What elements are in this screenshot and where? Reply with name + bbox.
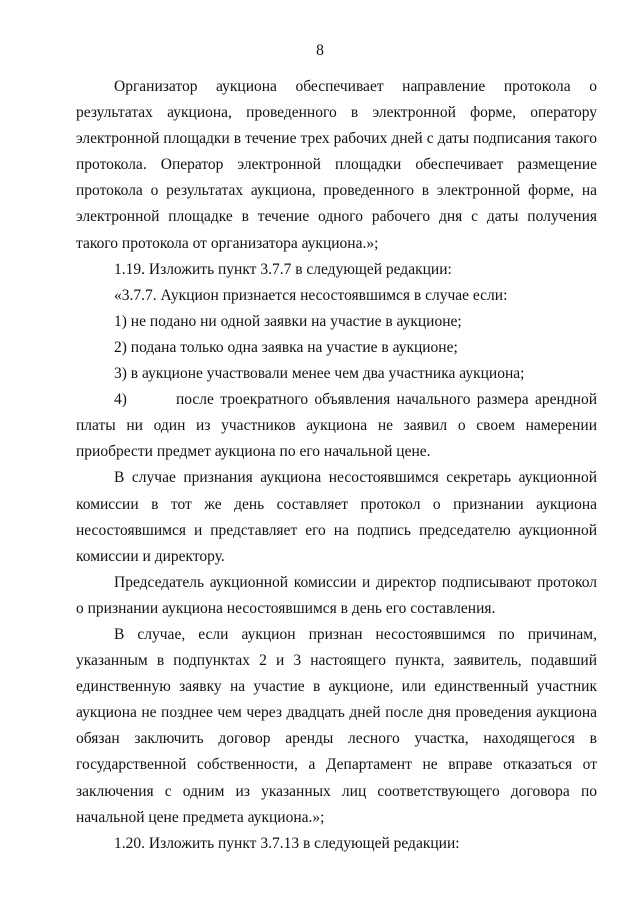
list-item-4 xyxy=(76,387,597,465)
paragraph-amendment-1-19: 1.19. Изложить пункт 3.7.7 в следующей редакции: xyxy=(114,260,452,278)
paragraph-amendment-1-20: 1.20. Изложить пункт 3.7.13 в следующей редакции: xyxy=(114,834,460,852)
list-item-3: 3) в аукционе участвовали менее чем два участника аукциона; xyxy=(114,365,525,383)
document-body xyxy=(76,74,597,857)
list-item-4-text: после троекратного объявления начального размера арендной платы ни один из участников аукциона не заявил о своем намерении приобрести предмет аукциона по его начальной цене. xyxy=(76,391,597,461)
paragraph-secretary-protocol: В случае признания аукциона несостоявшимся секретарь аукционной комиссии в тот же день составляет протокол о признании аукциона несостоявшимся и представляет его на подпись председателю аукционной комиссии и директору. xyxy=(76,469,597,565)
list-item-4-number: 4) xyxy=(114,391,127,409)
page-number: 8 xyxy=(316,42,324,59)
paragraph-single-applicant: В случае, если аукцион признан несостоявшимся по причинам, указанным в подпунктах 2 и 3 настоящего пункта, заявитель, подавший единственную заявку на участие в аукционе, или единственный участник аукциона не позднее чем через двадцать дней после дня проведения аукциона обязан заключить договор аренды лесного участка, находящегося в государственной собственности, а Департамент не вправе отказаться от заключения с одним из указанных лиц соответствующего договора по начальной цене предмета аукциона.»; xyxy=(76,625,597,826)
list-item-1: 1) не подано ни одной заявки на участие в аукционе; xyxy=(114,312,462,330)
paragraph-protocol-delivery: Организатор аукциона обеспечивает направление протокола о результатах аукциона, проведенного в электронной форме, оператору электронной площадки в течение трех рабочих дней с даты подписания такого протокола. Оператор электронной площадки обеспечивает размещение протокола о результатах аукциона, проведенного в электронной форме, на электронной площадке в течение одного рабочего дня с даты получения такого протокола от организатора аукциона.»; xyxy=(76,78,597,252)
paragraph-clause-3-7-7: «3.7.7. Аукцион признается несостоявшимся в случае если: xyxy=(114,286,508,304)
paragraph-chairman-signs: Председатель аукционной комиссии и директор подписывают протокол о признании аукциона несостоявшимся в день его составления. xyxy=(76,573,597,617)
list-item-2: 2) подана только одна заявка на участие в аукционе; xyxy=(114,338,458,356)
